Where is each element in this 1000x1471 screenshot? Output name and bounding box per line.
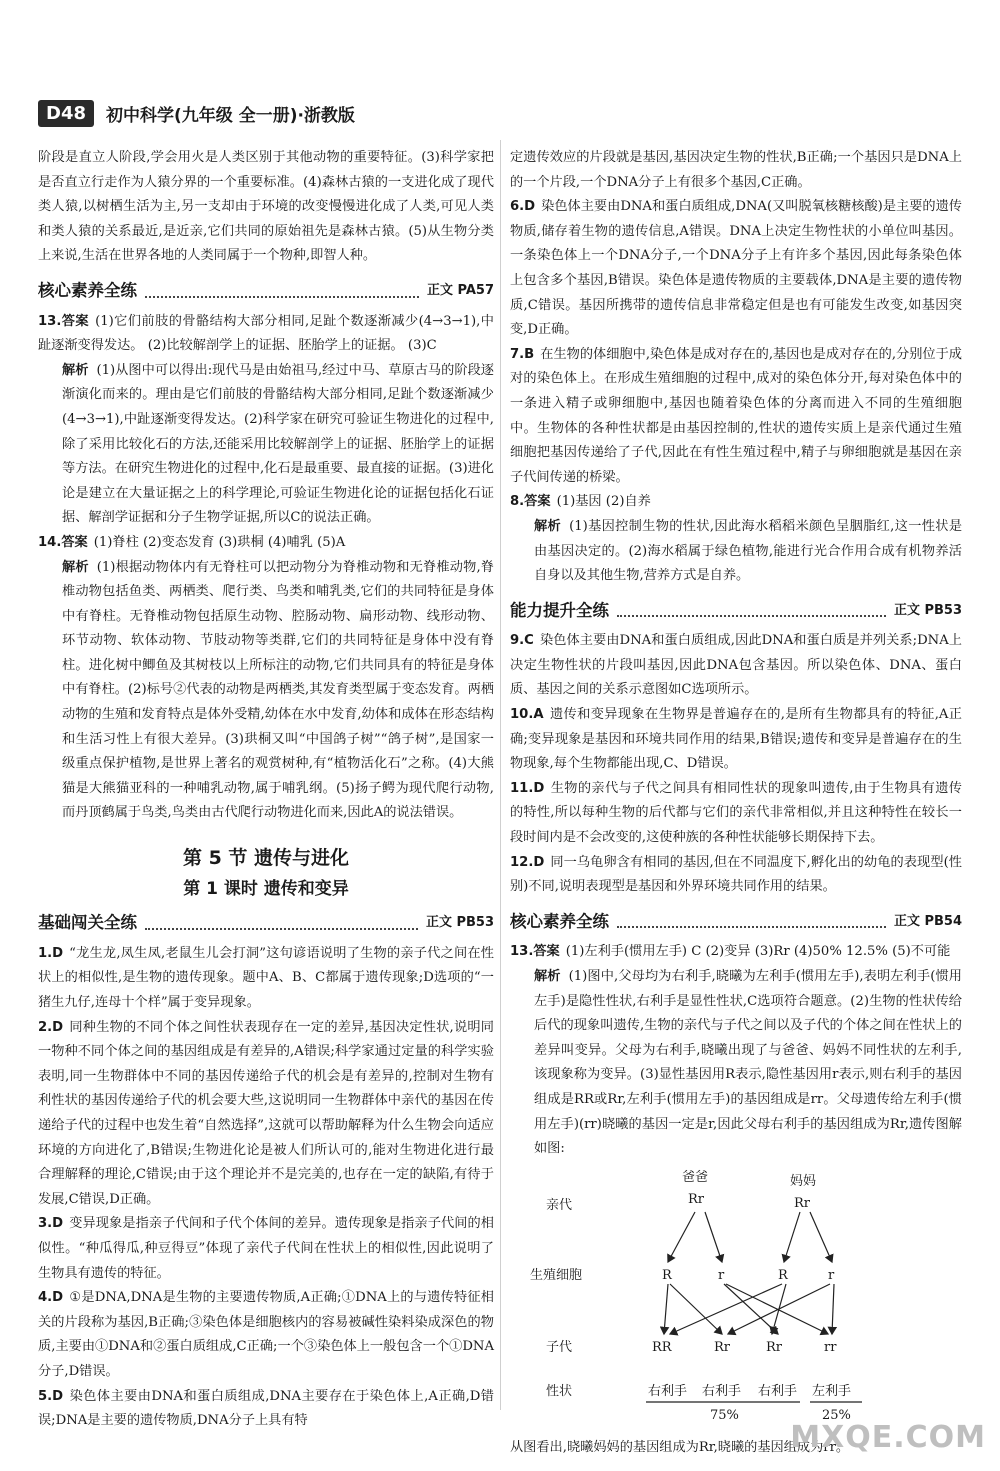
answer-item <box>510 777 962 851</box>
answer-text: (1)脊柱 (2)变态发育 (3)珙桐 (4)哺乳 (5)A <box>93 534 346 550</box>
item-text: 生物的亲代与子代之间具有相同性状的现象叫遗传,由于生物具有遗传的特性,所以每种生物的后代都与它们的亲代非常相似,并且这种特性在较长一段时间内是不会改变的,这使种族的各种性状能够长期保持下去。 <box>510 780 962 846</box>
left-column <box>38 146 494 1434</box>
item-number: 7.B <box>510 346 535 362</box>
row-label-parent: 亲代 <box>546 1197 573 1213</box>
child-trait: 右利手 <box>758 1383 798 1399</box>
section-title: 能力提升全练 <box>510 600 609 620</box>
dotted-leader <box>617 926 886 928</box>
child-genotype: rr <box>824 1339 837 1355</box>
arrow-father-R <box>668 1212 695 1262</box>
arrow-R2-RR <box>670 1284 782 1334</box>
item-text: “龙生龙,凤生凤,老鼠生儿会打洞”这句谚语说明了生物的亲子代之间在性状上的相似性,是生物的遗传现象。题中A、B、C都属于遗传现象;D选项的“一猪生九仔,连母十个样”属于变异现象。 <box>38 945 494 1010</box>
father-label: 爸爸 <box>682 1169 709 1185</box>
mother-label: 妈妈 <box>790 1173 817 1189</box>
arrow-father-r <box>705 1212 722 1262</box>
item-number: 2.D <box>38 1019 64 1035</box>
analysis-text: (1)图中,父母均为右利手,晓曦为左利手(惯用左手),表明左利手(惯用左手)是隐性性状,右利手是显性性状,C选项符合题意。(2)生物的性状传给后代的现象叫遗传,生物的亲代与子代之间以及子代的个体之间在性状上的差异叫变异。父母为右利手,晓曦出现了与爸爸、妈妈不同性状的左利手,该现象称为变异。(3)显性基因用R表示,隐性基因用r表示,则右利手的基因组成是RR或Rr,左利手(惯用左手)的基因组成是rr。父母遗传给左利手(惯用左手)(rr)晓曦的基因一定是r,因此父母右利手的基因组成为Rr,遗传图解如图: <box>534 969 962 1157</box>
analysis-tag: 解析 <box>534 969 561 984</box>
percent-right-handed: 75% <box>710 1407 739 1423</box>
continued-text: 定遗传效应的片段就是基因,基因决定生物的性状,B正确;一个基因只是DNA上的一个片段,一个DNA分子上有很多个基因,C正确。 <box>510 150 962 190</box>
analysis-item <box>38 556 494 827</box>
section-ref: 正文 PB53 <box>893 602 962 618</box>
section-title: 核心素养全练 <box>38 280 137 300</box>
gamete: r <box>718 1267 725 1283</box>
analysis-item <box>510 965 962 1162</box>
answer-item <box>38 1286 494 1384</box>
child-trait: 右利手 <box>648 1383 688 1399</box>
page-header <box>38 100 355 126</box>
analysis-tag: 解析 <box>62 362 89 378</box>
page-number-badge: D48 <box>38 100 94 127</box>
child-genotype: Rr <box>714 1339 731 1355</box>
column-divider <box>500 140 501 1410</box>
section-header <box>510 599 962 624</box>
section-header <box>38 279 494 304</box>
analysis-tag: 解析 <box>62 559 89 575</box>
item-number: 12.D <box>510 854 545 870</box>
intro-paragraph: 阶段是直立人阶段,学会用火是人类区别于其他动物的重要特征。(3)科学家把是否直立行走作为人猿分界的一个重要标准。(4)森林古猿的一支进化成了现代类人猿,以树栖生活为主,另一支却由于环境的改变慢慢进化成了人类,可见人类和类人猿的关系最近,是近亲,它们共同的原始祖先是森林古猿。(5)从生物分类上来说,生活在世界各地的人类同属于一个物种,即智人种。 <box>38 150 494 264</box>
answer-item <box>510 629 962 703</box>
item-number: 11.D <box>510 780 545 796</box>
answer-item <box>38 531 494 556</box>
gamete: R <box>778 1267 788 1283</box>
analysis-tag: 解析 <box>534 518 562 534</box>
mother-genotype: Rr <box>794 1195 811 1211</box>
dotted-leader <box>617 615 886 617</box>
item-number: 8.答案 <box>510 494 551 510</box>
item-text: 遗传和变异现象在生物界是普遍存在的,是所有生物都具有的特征,A正确;变异现象是基因和环境共同作用的结果,B错误;遗传和变异是普遍存在的生物现象,每个生物都能出现,C、D错误。 <box>510 707 962 772</box>
dotted-leader <box>145 296 419 298</box>
answer-item <box>510 490 962 515</box>
row-label-child: 子代 <box>546 1339 573 1355</box>
child-trait: 右利手 <box>702 1383 742 1399</box>
child-genotype: Rr <box>766 1339 783 1355</box>
child-genotype: RR <box>652 1339 672 1355</box>
section-ref: 正文 PB53 <box>425 915 494 931</box>
answer-item <box>510 343 962 491</box>
item-text: 染色体主要由DNA和蛋白质组成,DNA主要存在于染色体上,A正确,D错误;DNA是主要的遗传物质,DNA分子上具有特 <box>38 1388 494 1429</box>
arrow-r-Rr <box>724 1284 778 1334</box>
dotted-leader <box>145 928 418 930</box>
answer-item <box>510 851 962 900</box>
inheritance-diagram <box>510 1166 950 1436</box>
answer-item <box>38 1212 494 1286</box>
section-header <box>38 911 494 936</box>
item-text: 在生物的体细胞中,染色体是成对存在的,基因也是成对存在的,分别位于成对的染色体上。在形成生殖细胞的过程中,成对的染色体分开,每对染色体中的一条进入精子或卵细胞中,基因也随着染色体的分离而进入不同的生殖细胞中。生物体的各种性状都是由基因控制的,性状的遗传实质上是亲代通过生殖细胞把基因传递给了子代,因此在有性生殖过程中,精子与卵细胞就是基因在亲子代间传递的桥梁。 <box>510 346 962 485</box>
answer-text: (1)它们前肢的骨骼结构大部分相同,足趾个数逐渐减少(4→3→1),中趾逐渐变得发达。 (2)比较解剖学上的证据、胚胎学上的证据。 (3)C <box>38 313 494 354</box>
analysis-text: (1)基因控制生物的性状,因此海水稻稻米颜色呈胭脂红,这一性状是由基因决定的。(2)海水稻属于绿色植物,能进行光合作用合成有机物养活自身以及其他生物,营养方式是自养。 <box>534 518 963 584</box>
item-number: 6.D <box>510 199 536 215</box>
section-heading: 第 5 节 遗传与进化 <box>182 847 350 870</box>
child-trait: 左利手 <box>812 1383 852 1399</box>
row-label-trait: 性状 <box>546 1383 573 1399</box>
item-number: 1.D <box>38 945 64 961</box>
arrow-r2-Rr <box>728 1284 830 1334</box>
item-text: 同一乌龟卵含有相同的基因,但在不同温度下,孵化出的幼龟的表现型(性别)不同,说明表现型是基因和外界环境共同作用的结果。 <box>510 854 962 895</box>
father-genotype: Rr <box>688 1191 705 1207</box>
answer-item <box>510 195 962 343</box>
closing-text: 从图看出,晓曦妈妈的基因组成为Rr,晓曦的基因组成为rr。 <box>510 1439 850 1455</box>
item-number: 14.答案 <box>38 534 88 550</box>
item-number: 9.C <box>510 633 534 649</box>
book-title: 初中科学(九年级 全一册)·浙教版 <box>106 105 355 126</box>
item-number: 4.D <box>38 1290 64 1306</box>
item-text: ①是DNA,DNA是生物的主要遗传物质,A正确;①DNA上的与遗传特征相关的片段称为基因,B正确;③染色体是细胞核内的容易被碱性染料染成深色的物质,主要由①DNA和②蛋白质组成,C正确;一个③染色体上一般包含一个①DNA分子,D错误。 <box>38 1290 494 1379</box>
section-ref: 正文 PB54 <box>893 913 962 929</box>
arrow-R-RR <box>664 1284 668 1334</box>
analysis-item <box>38 359 494 531</box>
answer-item <box>38 1016 494 1213</box>
section-title: 核心素养全练 <box>510 911 609 931</box>
analysis-text: (1)从图中可以得出:现代马是由始祖马,经过中马、草原古马的阶段逐渐演化而来的。理由是它们前肢的骨骼结构大部分相同,足趾个数逐渐减少(4→3→1),中趾逐渐变得发达。(2)科学家在研究可验证生物进化的过程中,除了采用比较化石的方法,还能采用比较解剖学上的证据、胚胎学上的证据等方法。在研究生物进化的过程中,化石是最重要、最直接的证据。(3)进化论是建立在大量证据之上的科学理论,可验证生物进化论的证据包括化石证据、解剖学证据和分子生物学证据,所以C的说法正确。 <box>62 362 494 526</box>
item-number: 3.D <box>38 1216 64 1232</box>
analysis-text: (1)根据动物体内有无脊柱可以把动物分为脊椎动物和无脊椎动物,脊椎动物包括鱼类、两栖类、爬行类、鸟类和哺乳类,它们的共同特征是身体中有脊柱。无脊椎动物包括原生动物、腔肠动物、扁形动物、线形动物、环节动物、软体动物、节肢动物等类群,它们的共同特征是身体中没有脊柱。进化树中鲫鱼及其树枝以上所标注的动物,它们共同具有的特征是身体中有脊柱。(2)标号②代表的动物是两栖类,其发育类型属于变态发育。两栖动物的生殖和发育特点是体外受精,幼体在水中发育,幼体和成体在形态结构和生活习性上有很大差异。(3)珙桐又叫“中国鸽子树”“鸽子树”,是国家一级重点保护植物,是世界上著名的观赏树种,有“植物活化石”之称。(4)大熊猫是大熊猫亚科的一种哺乳动物,属于哺乳纲。(5)扬子鳄为现代爬行动物,而丹顶鹤属于鸟类,鸟类由古代爬行动物进化而来,因此A的说法错误。 <box>62 559 494 821</box>
answer-item <box>38 310 494 359</box>
gamete: r <box>828 1267 835 1283</box>
row-label-gamete: 生殖细胞 <box>530 1267 583 1283</box>
arrow-R-Rr <box>670 1284 722 1334</box>
watermark-logo: MXQE.COM <box>790 1420 986 1455</box>
answer-item <box>510 940 962 965</box>
analysis-item <box>510 515 962 589</box>
arrow-r-rr <box>726 1284 828 1334</box>
item-number: 5.D <box>38 1388 64 1404</box>
lesson-heading: 第 1 课时 遗传和变异 <box>183 878 349 899</box>
answer-text: (1)基因 (2)自养 <box>556 494 651 510</box>
arrow-r2-rr <box>832 1284 834 1334</box>
section-title: 基础闯关全练 <box>38 913 137 933</box>
answer-item <box>510 703 962 777</box>
right-column <box>510 146 962 1460</box>
answer-text: (1)左利手(惯用左手) C (2)变异 (3)Rr (4)50% 12.5% (5)不可能 <box>565 944 951 960</box>
item-number: 10.A <box>510 707 544 723</box>
arrow-mother-r <box>810 1212 832 1262</box>
percent-left-handed: 25% <box>822 1407 851 1423</box>
item-text: 染色体主要由DNA和蛋白质组成,DNA(又叫脱氧核糖核酸)是主要的遗传物质,储存着生物的遗传信息,A错误。DNA上决定生物性状的小单位叫基因。一条染色体上一个DNA分子,一个DNA分子上有许多个基因,因此每条染色体上包含多个基因,B错误。染色体是遗传物质的主要载体,DNA是主要的遗传物质,C错误。基因所携带的遗传信息非常稳定但是也有可能发生改变,如基因突变,D正确。 <box>510 199 962 338</box>
answer-item <box>38 942 494 1016</box>
item-number: 13.答案 <box>510 944 560 960</box>
item-text: 同种生物的不同个体之间性状表现存在一定的差异,基因决定性状,说明同一物种不同个体之间的基因组成是有差异的,A错误;科学家通过定量的科学实验表明,同一生物群体中不同的基因传递给子代的机会是有差异的,控制对生物有利性状的基因传递给子代的机会要大些,这说明同一生物群体中亲代的基因在传递给子代的过程中也发生着“自然选择”,这就可以帮助解释为什么生物会向适应环境的方向进化了,B错误;生物进化论是被人们所认可的,能对生物进化进行最合理解释的理论,C错误;由于这个理论并不是完美的,也存在一定的缺陷,有待于发展,C错误,D正确。 <box>38 1019 494 1207</box>
section-ref: 正文 PA57 <box>426 282 494 298</box>
item-text: 染色体主要由DNA和蛋白质组成,因此DNA和蛋白质是并列关系;DNA上决定生物性状的片段叫基因,因此DNA包含基因。所以染色体、DNA、蛋白质、基因之间的关系示意图如C选项所示。 <box>510 633 962 698</box>
gamete: R <box>662 1267 672 1283</box>
answer-item <box>38 1385 494 1434</box>
item-text: 变异现象是指亲子代间和子代个体间的差异。遗传现象是指亲子代间的相似性。“种瓜得瓜,种豆得豆”体现了亲代子代间在性状上的相似性,因此说明了生物具有遗传的特征。 <box>38 1216 494 1281</box>
arrow-mother-R <box>784 1212 800 1262</box>
section-header <box>510 910 962 935</box>
item-number: 13.答案 <box>38 313 90 329</box>
